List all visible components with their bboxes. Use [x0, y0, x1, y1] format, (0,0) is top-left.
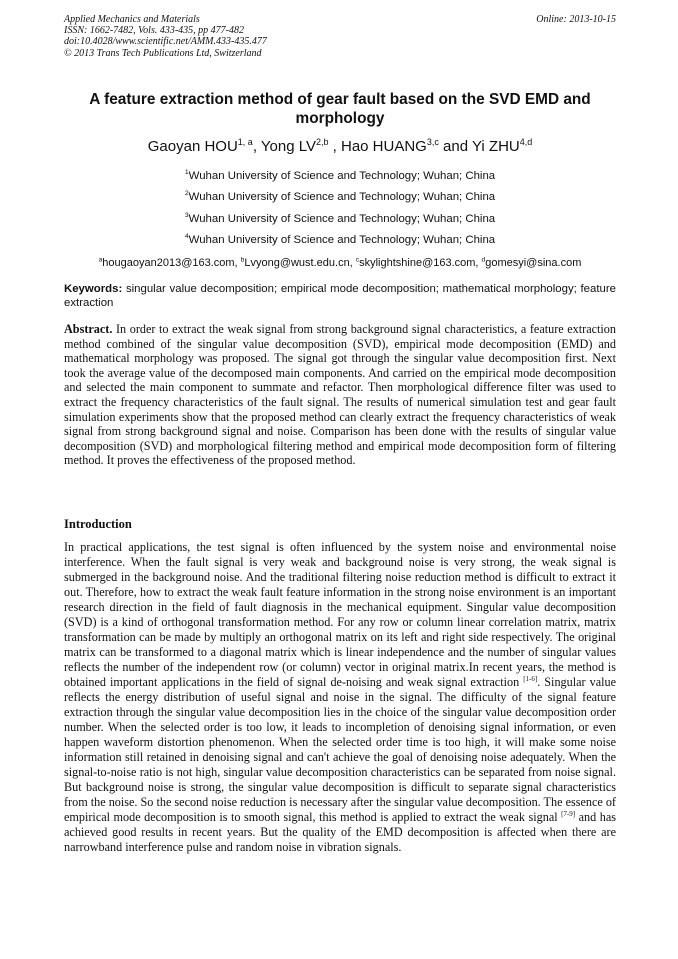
affiliation-line: [64, 212, 616, 226]
citation-ref: [1-6]: [523, 674, 538, 683]
author-separator: ,: [252, 138, 261, 155]
keywords-text: singular value decomposition; empirical mode decomposition; mathematical morphology; feature extraction: [64, 283, 616, 310]
author-affiliation-mark: 3,c: [426, 137, 439, 147]
author-name: Yong LV: [260, 138, 316, 155]
email-mark: c: [355, 256, 360, 264]
email-mark: a: [98, 256, 103, 264]
journal-header: [64, 14, 616, 59]
affiliation-line: [64, 190, 616, 204]
affiliation-text: Wuhan University of Science and Technology; Wuhan; China: [188, 170, 496, 182]
email-mark: d: [481, 256, 486, 264]
abstract-text: In order to extract the weak signal from strong background signal characteristics, a feature extraction method combined of the singular value decomposition (SVD), empirical mode decomposition (EMD) and mathematical morphology was proposed. The signal got through the singular value decomposition first. Next took the average value of the decomposed main components. And carried on the empirical mode decomposition and selected the main component to summate and refactor. Then morphological difference filter was used to extract the frequency characteristics of the fault signal. The results of numerical simulation test and gear fault simulation experiments show that the proposed method can clearly extract the frequency characteristics of weak signal from strong background signal and noise. Comparison has been done with the results of singular value decomposition (SVD) and morphological filtering method and empirical mode decomposition form of filtering method. It proves the effectiveness of the proposed method.: [64, 322, 616, 468]
email-mark: b: [240, 256, 245, 264]
affiliation-text: Wuhan University of Science and Technology; Wuhan; China: [188, 213, 496, 225]
affiliation-line: [64, 169, 616, 183]
introduction-body: [64, 540, 616, 855]
copyright-line: © 2013 Trans Tech Publications Ltd, Switzerland: [64, 47, 262, 59]
email-address: skylightshine@163.com,: [359, 257, 482, 269]
keywords-section: [64, 282, 616, 310]
citation-ref: [7-9]: [561, 809, 576, 818]
author-separator: and: [438, 138, 472, 155]
introduction-text: In practical applications, the test signal is often influenced by the system noise and environmental noise interference. When the fault signal is very weak and background noise is very strong, the weak signal is submerged in the background noise. And the traditional filtering noise reduction method is difficult to extract it out. Therefore, how to extract the weak fault feature information in the strong noise environment is an important research direction in the field of fault diagnosis in the mechanical equipment. Singular value decomposition (SVD) is a kind of orthogonal transformation method. For any row or column linear correlation matrix, matrix transformation can be made by multiply an orthogonal matrix on its left and right side respectively. The original matrix can be transformed to a diagonal matrix which is linear independence and the number of singular values reflects the number of the independent row (or column) vector in original matrix.In recent years, the method is obtained important applications in the field of signal de-noising and weak signal extraction: [64, 540, 616, 689]
affiliation-mark: 2: [184, 190, 189, 198]
affiliation-mark: 1: [184, 169, 189, 177]
abstract-label: Abstract.: [64, 322, 113, 336]
author-name: Yi ZHU: [471, 138, 520, 155]
author-list: [64, 137, 616, 157]
author-affiliation-mark: 1, a: [237, 137, 253, 147]
author-affiliation-mark: 4,d: [519, 137, 533, 147]
keywords-label: Keywords:: [64, 283, 123, 295]
introduction-text: and has achieved good results in recent years. But the quality of the EMD decomposition is affected when there are narrowband interference pulse and random noise in vibration signals.: [64, 810, 616, 854]
author-affiliation-mark: 2,b: [315, 137, 329, 147]
paper-title: A feature extraction method of gear fault based on the SVD EMD and morphology: [89, 91, 591, 127]
email-address: Lvyong@wust.edu.cn,: [244, 257, 356, 269]
issn-line: ISSN: 1662-7482, Vols. 433-435, pp 477-482: [64, 25, 244, 37]
email-address: hougaoyan2013@163.com,: [102, 257, 241, 269]
author-name: Gaoyan HOU: [147, 138, 238, 155]
doi-line: doi:10.4028/www.scientific.net/AMM.433-435.477: [64, 36, 267, 48]
journal-name: Applied Mechanics and Materials: [64, 14, 200, 25]
email-list: [64, 256, 616, 270]
author-name: Hao HUANG: [340, 138, 427, 155]
email-address: gomesyi@sina.com: [485, 257, 582, 269]
affiliation-text: Wuhan University of Science and Technology; Wuhan; China: [188, 191, 496, 203]
affiliation-mark: 3: [184, 212, 189, 220]
introduction-heading: Introduction: [64, 517, 132, 531]
author-separator: ,: [328, 138, 341, 155]
online-date: Online: 2013-10-15: [536, 14, 616, 25]
affiliation-line: [64, 233, 616, 247]
abstract-section: [64, 322, 616, 468]
introduction-text: . Singular value reflects the energy distribution of useful signal and noise in the signal. The difficulty of the signal feature extraction through the singular value decomposition lies in the choice of the singular value decomposition order number. When the selected order is too low, it leads to incompletion of denoising signal information, or even happen waveform distortion phenomenon. When the selected order time is too high, it will make some noise information still retained in denoising signal and can't achieve the goal of denoising noise adequately. When the signal-to-noise ratio is not high, singular value decomposition characteristics can be separated from noise signal. But background noise is strong, the singular value decomposition is difficult to separate signal characteristics from the noise. So the second noise reduction is necessary after the singular value decomposition. The essence of empirical mode decomposition is to smooth signal, this method is applied to extract the weak signal: [64, 675, 617, 824]
affiliation-text: Wuhan University of Science and Technology; Wuhan; China: [188, 234, 496, 246]
affiliation-mark: 4: [184, 233, 189, 241]
